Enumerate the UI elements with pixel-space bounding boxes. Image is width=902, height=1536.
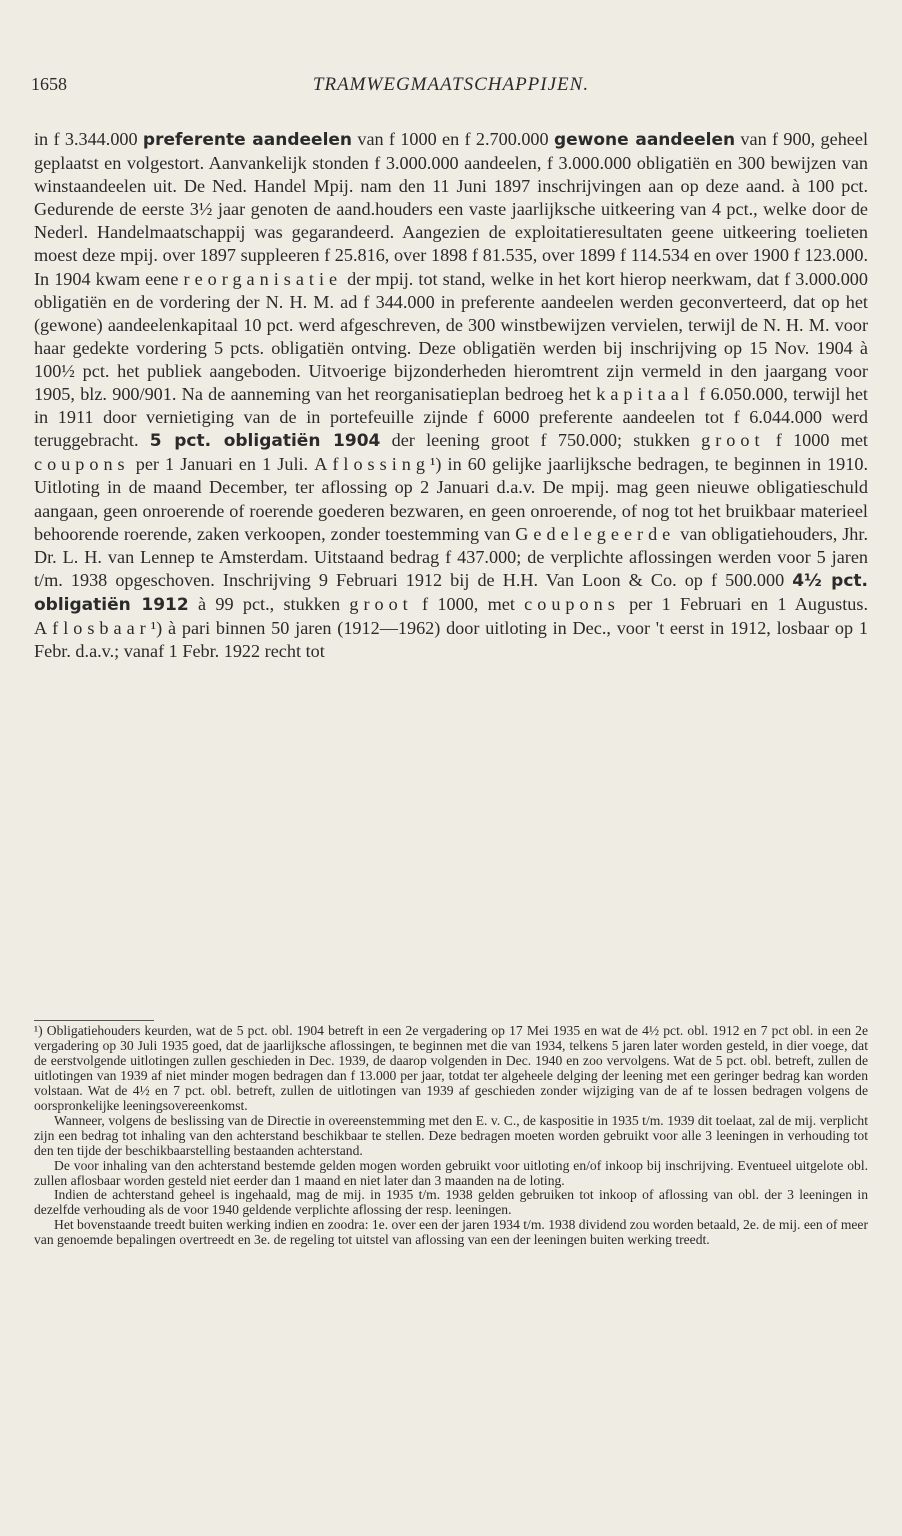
text-run: van obligatiehouders, Jhr. Dr. L. H. van Lennep te Amsterdam. Uitstaand bedrag f 437.000; de verplichte aflossingen werden voor 5 jaren t/m. 1938 opgeschoven. Inschrijving 9 Februari 1912 bij de H.H. Van Loon & Co. op f 500.000: [34, 523, 868, 590]
footnote-ref: ¹: [429, 454, 436, 475]
text-run: ) à pari binnen 50 jaren (1912—1962) door uitloting in Dec., voor 't eerst in 1912, losbaar op 1 Febr. d.a.v.; vanaf 1 Febr. 1922 recht tot: [34, 617, 868, 662]
text-run: ) in 60 gelijke jaarlijksche bedragen, te beginnen in 1910. Uitloting in de maand December, ter aflossing op 2 Januari d.a.v. De mpij. mag geen nieuwe obligatieschuld aangaan, geen onroerende of roerende goederen bezwaren, en geen onroerende, of nog tot het bruikbaar materieel behoorende roerende, zaken verkoopen, zonder toestemming van: [34, 454, 868, 544]
footnote-ref: ¹: [150, 617, 157, 638]
text-run: der leening groot f 750.000; stukken: [380, 430, 702, 451]
running-title: TRAMWEGMAATSCHAPPIJEN.: [312, 74, 590, 95]
page-header: [0, 60, 902, 100]
text-run: f 6.050.000, terwijl het in 1911 door vernietiging van de in portefeuille zijnde f 6000 preferente aandeelen tot f 6.044.000 werd teruggebracht.: [34, 384, 868, 451]
footnotes: [34, 1024, 868, 1248]
text-run: in: [34, 129, 54, 149]
spaced-coupons: coupons: [524, 593, 620, 614]
emphasis-gewone-aandeelen: gewone aandeelen: [553, 130, 736, 150]
spaced-coupons: coupons: [34, 454, 130, 475]
text-run: der mpij. tot stand, welke in het kort hierop neerkwam, dat f 3.000.000 obligatiën en de vordering der N. H. M. ad f 344.000 in preferente aandeelen werden geconverteerd, dat op het (gewone) aandeelenkapitaal 10 pct. werd afgeschreven, de 300 winstbewijzen vervielen, terwijl de N. H. M. voor haar gedekte vordering 5 pcts. obligatiën ontving. Deze obligatiën werden bij inschrijving op 15 Nov. 1904 à 100½ pct. het publiek aangeboden. Uitvoerige bijzonderheden hieromtrent zijn vermeld in den jaargang voor 1905, blz. 900/901. Na de aanneming van het reorganisatieplan bedroeg het: [34, 268, 868, 405]
spaced-gedelegeerde: Gedelegeerde: [515, 523, 676, 544]
spaced-groot: groot: [349, 593, 413, 614]
spaced-aflosbaar: Aflosbaar: [34, 617, 151, 638]
text-run: van f 1000 en f 2.700.000: [352, 129, 554, 149]
footnote-paragraph: De voor inhaling van den achterstand bestemde gelden mogen worden gebruikt voor uitloting en/of inkoop bij inschrijving. Eventueel uitgelote obl. zullen aflosbaar worden gesteld niet eerder dan 1 maand en niet later dan 3 maanden na de loting.: [34, 1157, 868, 1188]
text-run: f 3.344.000: [53, 129, 143, 149]
text-run: à 99 pct., stukken: [188, 593, 350, 614]
emphasis-obligatien-1912: 4½ pct. obligatiën 1912: [34, 570, 868, 615]
footnote-paragraph: Het bovenstaande treedt buiten werking indien en zoodra: 1e. over een der jaren 1934 t/m. 1938 dividend zou worden betaald, 2e. de mij. een of meer van genoemde bepalingen overtreedt en 3e. de regeling tot uitstel van aflossing van een der leeningen buiten werking treedt.: [34, 1217, 868, 1248]
spaced-aflossing: Aflossing: [314, 454, 430, 475]
text-run: f 1000 met: [764, 430, 868, 451]
footnote-paragraph: Wanneer, volgens de beslissing van de Directie in overeenstemming met den E. v. C., de kaspositie in 1935 t/m. 1939 dit toelaat, zal de mij. verplicht zijn een bedrag tot inhaling van den achterstand beschikbaar te stellen. Deze bedragen moeten worden gebruikt voor alle 3 leeningen in verhouding tot den ten tijde der beschikbaarstelling bestaanden achterstand.: [34, 1112, 868, 1158]
text-run: per 1 Februari en 1 Augustus.: [619, 593, 868, 614]
footnote-paragraph: ¹) Obligatiehouders keurden, wat de 5 pct. obl. 1904 betreft in een 2e vergadering op 17 Mei 1935 en wat de 4½ pct. obl. 1912 en 7 pct obl. in een 2e vergadering op 30 Juli 1935 goed, dat de jaarlijksche aflossingen, te beginnen met die van 1934, telkens 5 jaren later worden gesteld, in dier voege, dat de eerstvolgende uitlotingen zullen geschieden in Dec. 1939, de daarop volgenden in Dec. 1940 en zoo vervolgens. Wat de 5 pct. obl. betreft, zullen de uitlotingen van 1939 af niet minder mogen bedragen dan f 13.000 per jaar, totdat ter algeheele delging der leening met een geringer bedrag kan worden volstaan. Wat de 4½ en 7 pct. obl. betreft, zullen de uitlotingen van 1939 af geschieden zonder wijziging van de af te lossen bedragen volgens de oorspronkelijke leeningsovereenkomst.: [34, 1023, 868, 1113]
main-paragraph: [34, 128, 868, 663]
footnote-divider: [34, 1020, 154, 1021]
text-run: f 1000, met: [412, 593, 525, 614]
spaced-reorganisatie: reorganisatie: [183, 268, 343, 289]
footnote-paragraph: Indien de achterstand geheel is ingehaald, mag de mij. in 1935 t/m. 1938 gelden gebruiken tot inkoop of aflossing van obl. der 3 leeningen in dezelfde verhouding als de voor 1940 geldende verplichte aflossing der resp. leeningen.: [34, 1187, 868, 1218]
page-number: 1658: [31, 74, 67, 94]
text-run: per 1 Januari en 1 Juli.: [129, 454, 315, 475]
text-run: van f 900, geheel geplaatst en volgestort. Aanvankelijk stonden f 3.000.000 aandeelen, f 3.000.000 obligatiën en 300 bewijzen van winstaandeelen uit. De Ned. Handel Mpij. nam den 11 Juni 1897 inschrijvingen aan op deze aand. à 100 pct. Gedurende de eerste 3½ jaar genoten de aand.houders een vaste jaarlijksche uitkeering van 4 pct., welke door de Nederl. Handelmaatschappij was gegarandeerd. Aangezien de exploitatieresultaten geene uitkeering toelieten moest deze mpij. over 1897 suppleeren f 25.816, over 1898 f 81.535, over 1899 f 114.534 en over 1900 f 123.000. In 1904 kwam eene: [34, 129, 868, 289]
main-text: [34, 128, 868, 663]
emphasis-obligatien-1904: 5 pct. obligatiën 1904: [149, 431, 381, 452]
emphasis-preferente-aandeelen: preferente aandeelen: [142, 130, 353, 150]
spaced-kapitaal: kapitaal: [596, 384, 694, 405]
spaced-groot: groot: [701, 430, 765, 451]
